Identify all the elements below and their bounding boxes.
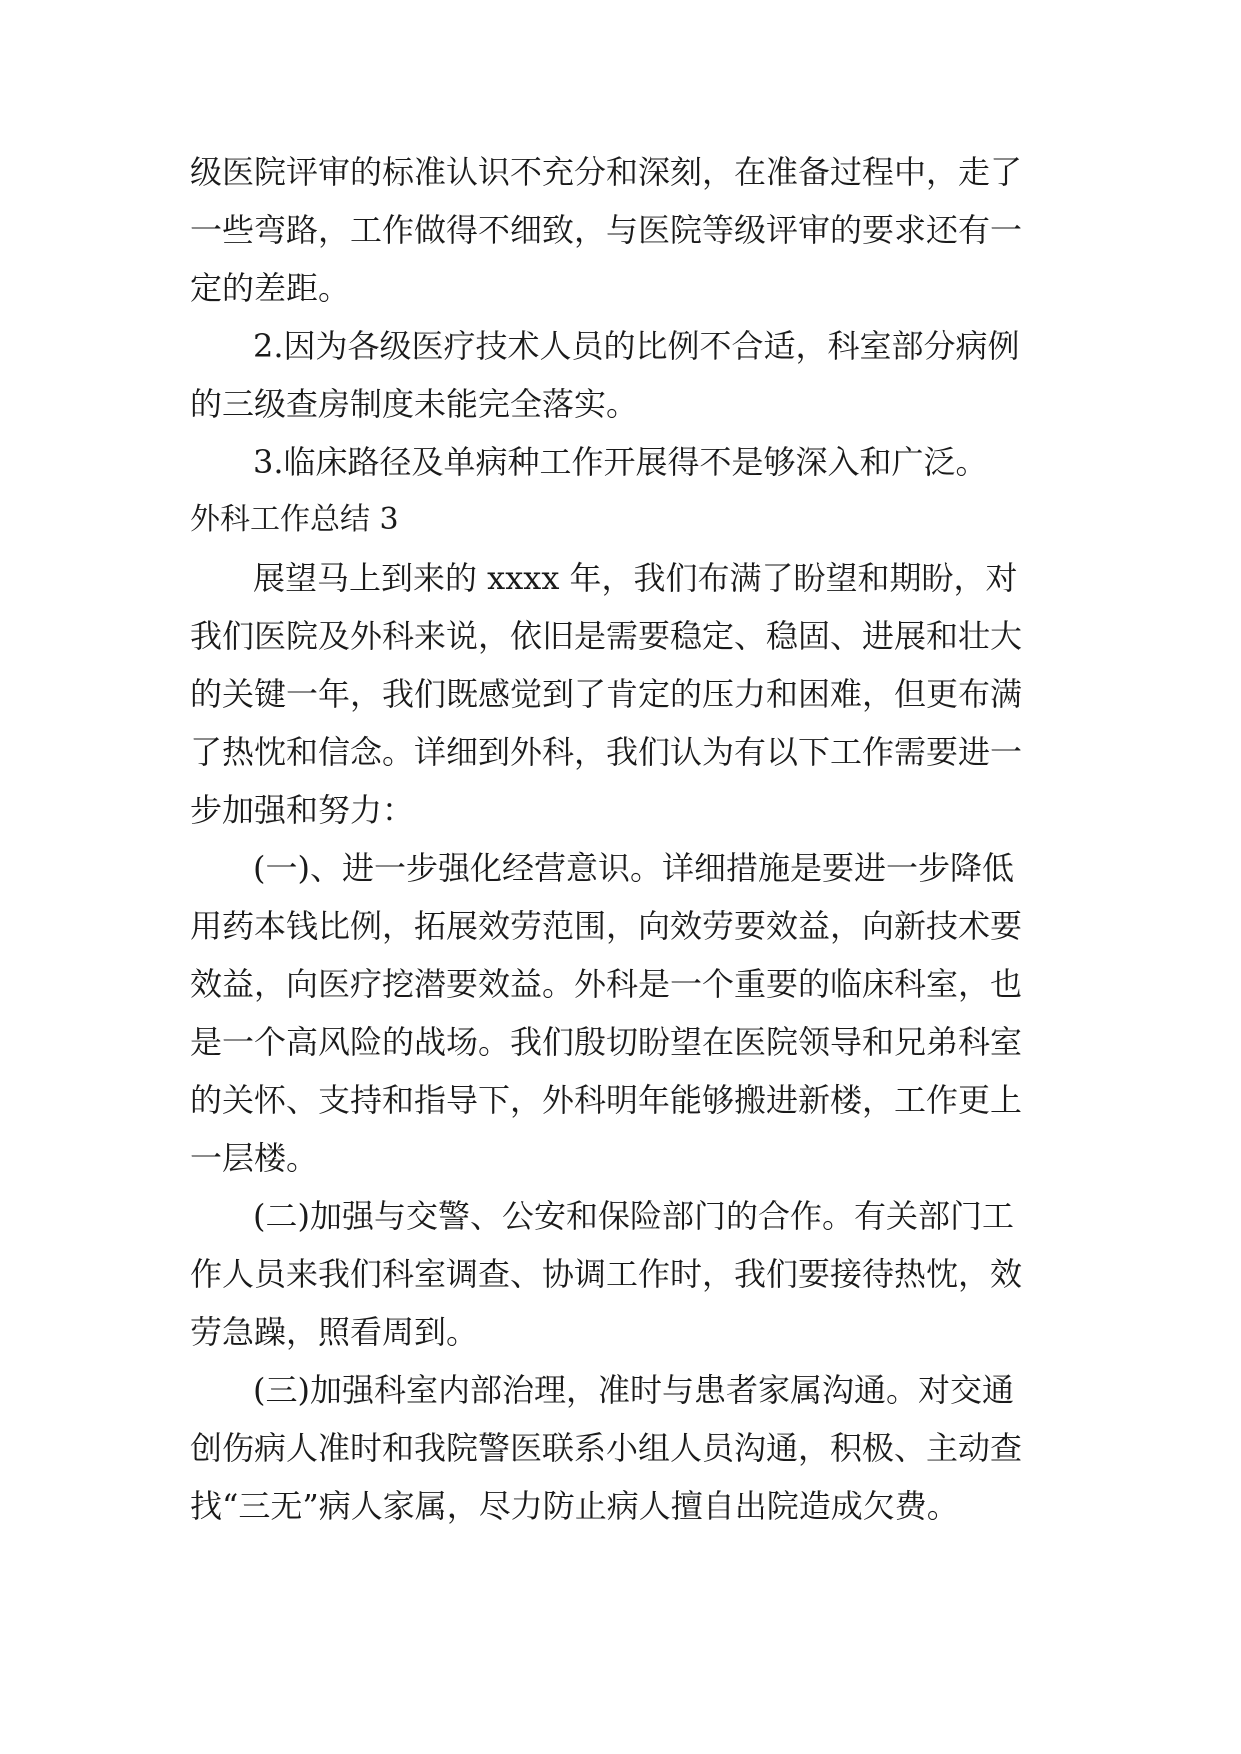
text-line: 是一个高风险的战场。我们殷切盼望在医院领导和兄弟科室	[190, 1023, 1023, 1061]
text-line: 一层楼。	[190, 1139, 319, 1177]
text-line: 劳急躁，照看周到。	[190, 1313, 479, 1351]
text-line: 的三级查房制度未能完全落实。	[190, 385, 639, 423]
text-line: 的关怀、支持和指导下，外科明年能够搬进新楼，工作更上	[190, 1081, 1023, 1119]
text-line: 定的差距。	[190, 269, 351, 307]
text-line: 效益，向医疗挖潜要效益。外科是一个重要的临床科室，也	[190, 965, 1023, 1003]
text-line: 找“三无”病人家属，尽力防止病人擅自出院造成欠费。	[190, 1487, 959, 1525]
text-line: 3.临床路径及单病种工作开展得不是够深入和广泛。	[253, 443, 988, 481]
section-heading: 外科工作总结 3	[190, 502, 399, 537]
text-line: 了热忱和信念。详细到外科，我们认为有以下工作需要进一	[190, 733, 1023, 771]
text-line: 我们医院及外科来说，依旧是需要稳定、稳固、进展和壮大	[190, 617, 1023, 655]
text-line: 一些弯路，工作做得不细致，与医院等级评审的要求还有一	[190, 211, 1023, 249]
text-line: (三)加强科室内部治理，准时与患者家属沟通。对交通	[253, 1371, 1014, 1409]
text-line: 展望马上到来的 xxxx 年，我们布满了盼望和期盼，对	[253, 559, 1018, 597]
text-line: 创伤病人准时和我院警医联系小组人员沟通，积极、主动查	[190, 1429, 1023, 1467]
text-line: 的关键一年，我们既感觉到了肯定的压力和困难，但更布满	[190, 675, 1023, 713]
text-line: (二)加强与交警、公安和保险部门的合作。有关部门工	[253, 1197, 1014, 1235]
text-line: 步加强和努力：	[190, 791, 415, 829]
text-line: 作人员来我们科室调查、协调工作时，我们要接待热忱，效	[190, 1255, 1023, 1293]
text-line: 用药本钱比例，拓展效劳范围，向效劳要效益，向新技术要	[190, 907, 1023, 945]
text-line: (一)、进一步强化经营意识。详细措施是要进一步降低	[253, 849, 1014, 887]
text-line: 2.因为各级医疗技术人员的比例不合适，科室部分病例	[253, 327, 1020, 365]
text-line: 级医院评审的标准认识不充分和深刻，在准备过程中，走了	[190, 153, 1023, 191]
